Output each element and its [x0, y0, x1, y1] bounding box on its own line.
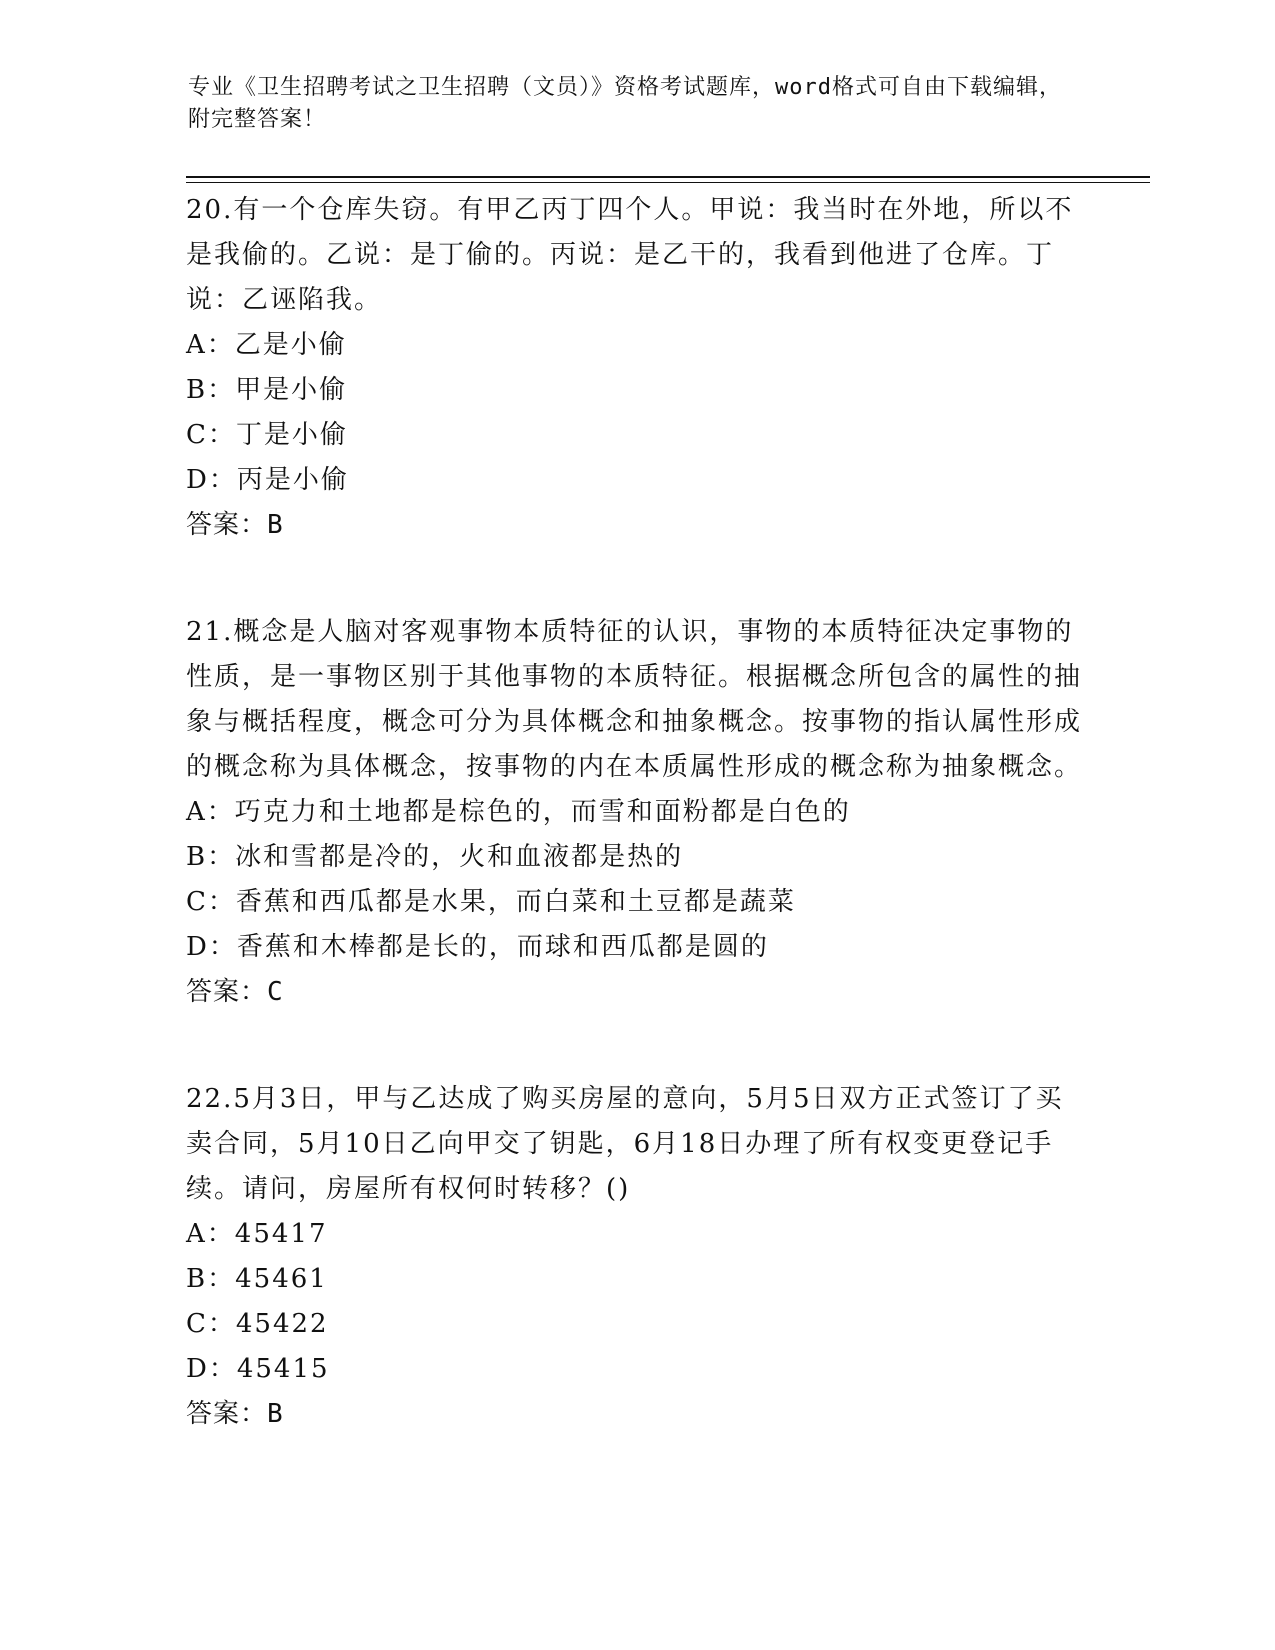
option-a: A：乙是小偷: [186, 330, 347, 360]
option-c: C：45422: [186, 1309, 329, 1339]
option-d: D：45415: [186, 1354, 330, 1384]
option-a: A：45417: [186, 1219, 328, 1249]
question-list: [186, 188, 1086, 1499]
question-20: [186, 188, 1086, 548]
option-c: C：丁是小偷: [186, 420, 348, 450]
answer-value: B: [267, 510, 284, 540]
answer-label: 答案：: [186, 977, 268, 1007]
question-22: [186, 1077, 1086, 1437]
option-b: B：甲是小偷: [186, 375, 348, 405]
option-c: C：香蕉和西瓜都是水果，而白菜和土豆都是蔬菜: [186, 887, 796, 917]
answer-label: 答案：: [186, 510, 268, 540]
document-header: 专业《卫生招聘考试之卫生招聘（文员）》资格考试题库，word格式可自由下载编辑，附完整答案！: [188, 75, 1062, 132]
question-stem: 22.5月3日，甲与乙达成了购买房屋的意向，5月5日双方正式签订了买卖合同，5月10日乙向甲交了钥匙，6月18日办理了所有权变更登记手续。请问，房屋所有权何时转移？(): [186, 1084, 1064, 1204]
option-d: D：丙是小偷: [186, 465, 349, 495]
answer-line: [186, 1392, 1086, 1437]
question-stem: 20.有一个仓库失窃。有甲乙丙丁四个人。甲说：我当时在外地，所以不是我偷的。乙说：是丁偷的。丙说：是乙干的，我看到他进了仓库。丁说：乙诬陷我。: [186, 195, 1074, 315]
option-d: D：香蕉和木棒都是长的，而球和西瓜都是圆的: [186, 932, 769, 962]
answer-value: C: [267, 977, 284, 1007]
header-divider-thin: [186, 182, 1150, 183]
option-a: A：巧克力和土地都是棕色的，而雪和面粉都是白色的: [186, 797, 851, 827]
answer-line: [186, 970, 1086, 1015]
option-b: B：冰和雪都是冷的，火和血液都是热的: [186, 842, 684, 872]
question-stem: 21.概念是人脑对客观事物本质特征的认识，事物的本质特征决定事物的性质，是一事物区别于其他事物的本质特征。根据概念所包含的属性的抽象与概括程度，概念可分为具体概念和抽象概念。按事物的指认属性形成的概念称为具体概念，按事物的内在本质属性形成的概念称为抽象概念。: [186, 617, 1083, 782]
option-b: B：45461: [186, 1264, 328, 1294]
answer-label: 答案：: [186, 1399, 268, 1429]
answer-value: B: [267, 1399, 284, 1429]
answer-line: [186, 503, 1086, 548]
header-divider-thick: [186, 176, 1150, 178]
question-21: [186, 610, 1086, 1015]
